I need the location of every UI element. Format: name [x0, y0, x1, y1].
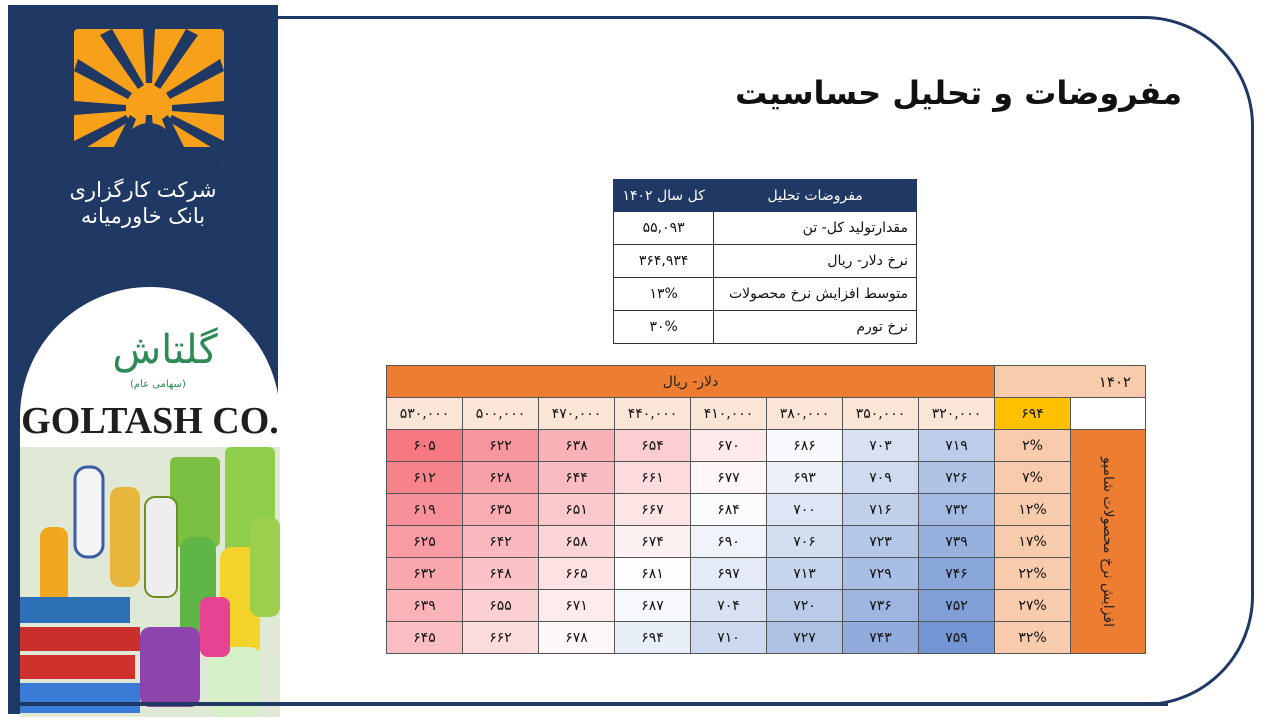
sensitivity-cell: ۶۳۹: [387, 590, 463, 622]
sensitivity-cell: ۶۶۱: [615, 462, 691, 494]
sensitivity-cell: ۶۷۰: [691, 430, 767, 462]
sensitivity-cell: ۶۲۸: [463, 462, 539, 494]
sensitivity-cell: ۶۳۵: [463, 494, 539, 526]
company-name-line1: شرکت کارگزاری: [69, 178, 217, 202]
table-row: [614, 245, 917, 278]
blank-cell: [1071, 398, 1146, 430]
sensitivity-cell: ۶۶۲: [463, 622, 539, 654]
sensitivity-cell: ۶۸۴: [691, 494, 767, 526]
increase-percent: ۷%: [995, 462, 1071, 494]
assumptions-header-label: مفروضات تحلیل: [714, 180, 917, 212]
table-row: [387, 622, 1146, 654]
sensitivity-cell: ۷۲۹: [843, 558, 919, 590]
assumptions-header-value: کل سال ۱۴۰۲: [614, 180, 714, 212]
brand-logo-persian: گلتاش: [112, 327, 218, 373]
sensitivity-cell: ۷۲۷: [767, 622, 843, 654]
sidebar: [8, 5, 278, 714]
sensitivity-cell: ۶۷۴: [615, 526, 691, 558]
sensitivity-cell: ۷۰۰: [767, 494, 843, 526]
sensitivity-cell: ۷۰۹: [843, 462, 919, 494]
sensitivity-cell: ۶۷۸: [539, 622, 615, 654]
sensitivity-cell: ۶۳۸: [539, 430, 615, 462]
sensitivity-cell: ۶۶۵: [539, 558, 615, 590]
increase-percent: ۱۷%: [995, 526, 1071, 558]
sensitivity-cell: ۶۷۱: [539, 590, 615, 622]
sensitivity-cell: ۷۴۶: [919, 558, 995, 590]
brand-subtitle: (سهامی عام): [130, 379, 186, 390]
sensitivity-table: [386, 365, 1146, 654]
sensitivity-cell: ۷۰۴: [691, 590, 767, 622]
sensitivity-cell: ۶۵۸: [539, 526, 615, 558]
content-frame-bottom-line: [8, 702, 1168, 706]
sensitivity-cell: ۷۱۹: [919, 430, 995, 462]
rate-header: ۳۵۰,۰۰۰: [843, 398, 919, 430]
company-name-line2: بانک خاورمیانه: [80, 204, 206, 228]
sensitivity-cell: ۷۰۳: [843, 430, 919, 462]
sensitivity-cell: ۷۱۶: [843, 494, 919, 526]
sensitivity-cell: ۶۹۰: [691, 526, 767, 558]
company-name: [48, 177, 238, 229]
assumption-value: ۳۰%: [614, 311, 714, 344]
increase-percent: ۳۲%: [995, 622, 1071, 654]
rate-header: ۳۲۰,۰۰۰: [919, 398, 995, 430]
assumption-label: نرخ تورم: [714, 311, 917, 344]
sensitivity-cell: ۶۹۷: [691, 558, 767, 590]
table-row: [614, 278, 917, 311]
sensitivity-cell: ۶۹۴: [615, 622, 691, 654]
sensitivity-cell: ۶۸۶: [767, 430, 843, 462]
sun-logo-icon: [74, 29, 224, 167]
table-row: [614, 212, 917, 245]
rate-header: ۵۰۰,۰۰۰: [463, 398, 539, 430]
sensitivity-title-row: [387, 366, 1146, 398]
assumption-label: مقدارتولید کل- تن: [714, 212, 917, 245]
sensitivity-cell: ۷۲۶: [919, 462, 995, 494]
sensitivity-cell: ۷۴۳: [843, 622, 919, 654]
sensitivity-cell: ۷۱۳: [767, 558, 843, 590]
rate-header: ۴۴۰,۰۰۰: [615, 398, 691, 430]
sensitivity-cell: ۷۰۶: [767, 526, 843, 558]
rate-header: ۴۷۰,۰۰۰: [539, 398, 615, 430]
sensitivity-cell: ۶۴۲: [463, 526, 539, 558]
table-row: [387, 462, 1146, 494]
sensitivity-cell: ۷۵۹: [919, 622, 995, 654]
sensitivity-cell: ۷۳۲: [919, 494, 995, 526]
company-logo: [74, 29, 224, 167]
side-label: افزایش نرخ محصولات شامپو: [1100, 456, 1116, 627]
sensitivity-cell: ۶۸۱: [615, 558, 691, 590]
rate-header: ۳۸۰,۰۰۰: [767, 398, 843, 430]
sensitivity-cell: ۶۷۷: [691, 462, 767, 494]
sensitivity-cell: ۷۳۶: [843, 590, 919, 622]
table-row: [387, 494, 1146, 526]
sensitivity-cell: ۶۴۸: [463, 558, 539, 590]
sensitivity-cell: ۶۵۱: [539, 494, 615, 526]
assumptions-header-row: [614, 180, 917, 212]
sensitivity-cell: ۶۲۵: [387, 526, 463, 558]
sensitivity-cell: ۶۴۵: [387, 622, 463, 654]
increase-percent: ۱۲%: [995, 494, 1071, 526]
table-row: [387, 590, 1146, 622]
assumption-label: نرخ دلار- ریال: [714, 245, 917, 278]
dollar-rate-header: دلار- ریال: [387, 366, 995, 398]
sensitivity-cell: ۷۳۹: [919, 526, 995, 558]
assumption-value: ۳۶۴,۹۳۴: [614, 245, 714, 278]
sensitivity-cell: ۶۸۷: [615, 590, 691, 622]
table-row: [387, 430, 1146, 462]
assumption-label: متوسط افزایش نرخ محصولات: [714, 278, 917, 311]
page-title: مفروضات و تحلیل حساسیت: [735, 74, 1182, 112]
table-row: [387, 526, 1146, 558]
sensitivity-cell: ۷۵۲: [919, 590, 995, 622]
sensitivity-cell: ۷۲۰: [767, 590, 843, 622]
rate-header: ۴۱۰,۰۰۰: [691, 398, 767, 430]
table-row: [614, 311, 917, 344]
rate-header-row: [387, 398, 1146, 430]
assumption-value: ۵۵,۰۹۳: [614, 212, 714, 245]
sensitivity-cell: ۶۵۴: [615, 430, 691, 462]
rate-header: ۵۳۰,۰۰۰: [387, 398, 463, 430]
sensitivity-cell: ۶۲۲: [463, 430, 539, 462]
sensitivity-cell: ۶۹۳: [767, 462, 843, 494]
base-value-cell: ۶۹۴: [995, 398, 1071, 430]
assumptions-table: [613, 179, 917, 344]
sensitivity-cell: ۶۶۷: [615, 494, 691, 526]
assumption-value: ۱۳%: [614, 278, 714, 311]
sensitivity-cell: ۷۲۳: [843, 526, 919, 558]
brand-logo-latin: GOLTASH CO.: [21, 400, 279, 442]
increase-percent: ۲%: [995, 430, 1071, 462]
sensitivity-cell: ۷۱۰: [691, 622, 767, 654]
sensitivity-cell: ۶۴۴: [539, 462, 615, 494]
sensitivity-cell: ۶۰۵: [387, 430, 463, 462]
increase-percent: ۲۲%: [995, 558, 1071, 590]
table-row: [387, 558, 1146, 590]
sensitivity-cell: ۶۳۲: [387, 558, 463, 590]
year-label: ۱۴۰۲: [995, 366, 1146, 398]
sensitivity-cell: ۶۵۵: [463, 590, 539, 622]
sensitivity-cell: ۶۱۹: [387, 494, 463, 526]
side-label-cell: [1071, 430, 1146, 654]
sensitivity-cell: ۶۱۲: [387, 462, 463, 494]
increase-percent: ۲۷%: [995, 590, 1071, 622]
